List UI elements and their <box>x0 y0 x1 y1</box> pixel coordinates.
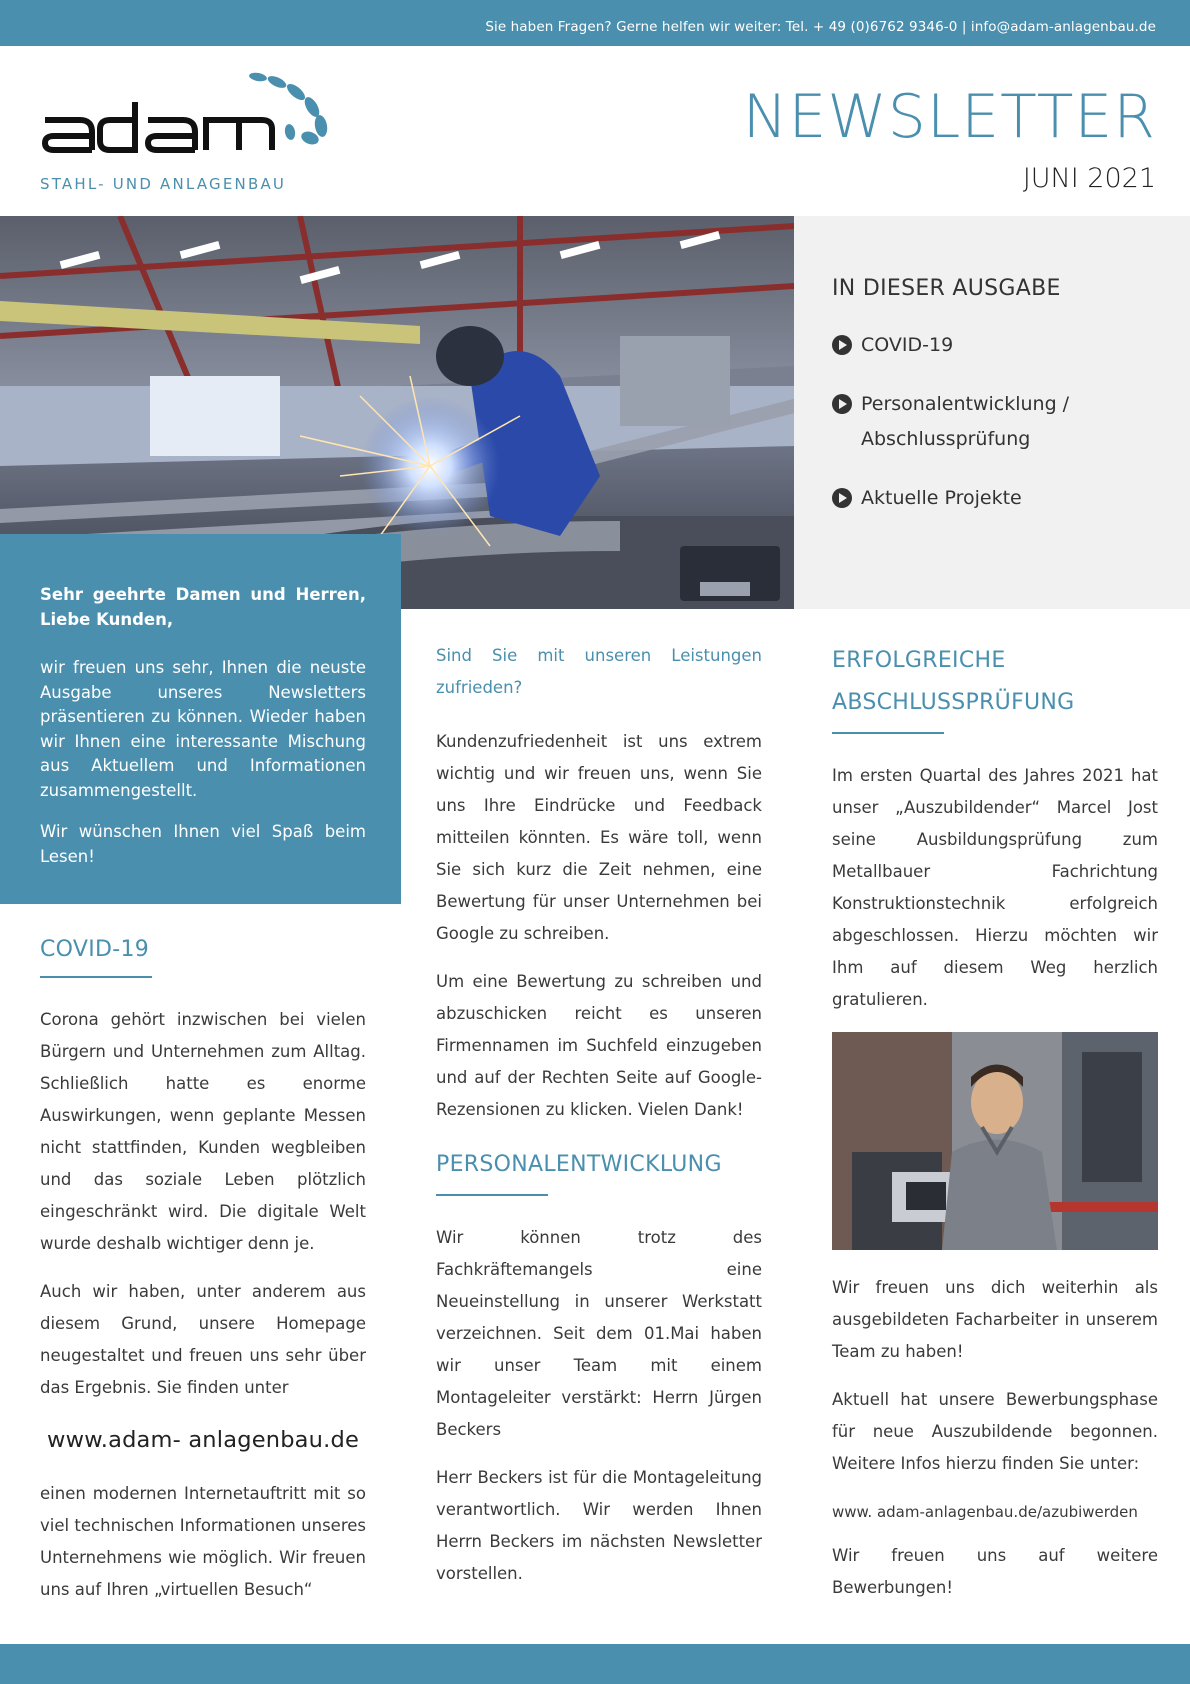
exam-heading <box>832 640 1075 734</box>
circle-arrow-right-icon <box>832 488 852 508</box>
toc-item-label: COVID-19 <box>861 334 954 356</box>
feedback-paragraph: Um eine Bewertung zu schreiben und abzuschicken reicht es unseren Firmennamen im Suchfeld einzugeben und auf der Rechten Seite auf Google-Rezensionen zu klicken. Vielen Dank! <box>436 972 762 1119</box>
intro-greeting: Sehr geehrte Damen und Herren, Liebe Kunden, <box>40 585 366 629</box>
exam-paragraph: Wir freuen uns auf weitere Bewerbungen! <box>832 1546 1158 1597</box>
website-link[interactable]: www.adam- anlagenbau.de <box>46 1427 360 1453</box>
logo-tagline: STAHL- UND ANLAGENBAU <box>40 175 287 193</box>
exam-paragraph: Im ersten Quartal des Jahres 2021 hat unser „Auszubildender“ Marcel Jost seine Ausbildungsprüfung zum Metallbauer Fachrichtung Konstruktionstechnik erfolgreich abgeschlossen. Hierzu möchten wir Ihm auf diesem Weg herzlich gratulieren. <box>832 766 1158 1009</box>
exam-paragraph: Aktuell hat unsere Bewerbungsphase für neue Auszubildende begonnen. Weitere Infos hierzu finden Sie unter: <box>832 1390 1158 1473</box>
intro-paragraph: Wir wünschen Ihnen viel Spaß beim Lesen! <box>40 822 366 866</box>
circle-arrow-right-icon <box>832 394 852 414</box>
covid-heading: COVID-19 <box>40 932 149 978</box>
exam-heading-line1: ERFOLGREICHE <box>832 648 1006 673</box>
toc-panel <box>794 216 1190 609</box>
toc-title: IN DIESER AUSGABE <box>832 276 1061 301</box>
exam-section <box>832 640 1158 1620</box>
contact-info[interactable]: Sie haben Fragen? Gerne helfen wir weiter: Tel. + 49 (0)6762 9346-0 | info@adam-anlagenbau.de <box>485 19 1156 35</box>
feedback-question: Sind Sie mit unseren Leistungen zufrieden? <box>436 646 762 697</box>
personal-paragraph: Herr Beckers ist für die Montageleitung verantwortlich. Wir werden Ihnen Herrn Beckers im nächsten Newsletter vorstellen. <box>436 1468 762 1583</box>
logo-mark <box>40 70 360 180</box>
toc-item-label <box>861 387 1069 457</box>
covid-paragraph: einen modernen Internetauftritt mit so viel technischen Informationen unseres Unternehmens wie möglich. Wir freuen uns auf Ihren „virtuellen Besuch“ <box>40 1484 366 1599</box>
toc-item-projects[interactable] <box>832 481 1022 516</box>
azubi-link[interactable]: www. adam-anlagenbau.de/azubiwerden <box>832 1503 1138 1521</box>
apprentice-photo <box>832 1032 1158 1250</box>
feedback-paragraph: Kundenzufriedenheit ist uns extrem wichtig und wir freuen uns, wenn Sie uns Ihre Eindrücke und Feedback mitteilen könnten. Es wäre toll, wenn Sie sich kurz die Zeit nehmen, eine Bewertung für unser Unternehmen bei Google zu schreiben. <box>436 732 762 943</box>
exam-paragraph: Wir freuen uns dich weiterhin als ausgebildeten Facharbeiter in unserem Team zu haben! <box>832 1278 1158 1361</box>
covid-paragraph: Auch wir haben, unter anderem aus diesem Grund, unsere Homepage neugestaltet und freuen uns sehr über das Ergebnis. Sie finden unter <box>40 1282 366 1397</box>
newsletter-title: NEWSLETTER <box>742 82 1156 152</box>
circle-arrow-right-icon <box>832 335 852 355</box>
intro-box <box>0 534 401 904</box>
covid-paragraph: Corona gehört inzwischen bei vielen Bürgern und Unternehmen zum Alltag. Schließlich hatte es enorme Auswirkungen, wenn geplante Messen nicht stattfinden, Kunden wegbleiben und das soziale Leben plötzlich eingeschränkt wird. Die digitale Welt wurde deshalb wichtiger denn je. <box>40 1010 366 1253</box>
personal-heading: PERSONALENTWICKLUNG <box>436 1144 722 1196</box>
toc-item-line1: Personalentwicklung / <box>861 393 1070 415</box>
personal-paragraph: Wir können trotz des Fachkräftemangels eine Neueinstellung in unserer Werkstatt verzeichnen. Seit dem 01.Mai haben wir unser Team mit einem Montageleiter verstärkt: Herrn Jürgen Beckers <box>436 1228 762 1439</box>
feedback-section <box>436 640 762 1606</box>
toc-item-label: Aktuelle Projekte <box>861 487 1022 509</box>
toc-item-line2: Abschlussprüfung <box>861 428 1031 450</box>
covid-section <box>40 932 366 1622</box>
toc-item-personal[interactable] <box>832 387 1069 457</box>
top-contact-bar <box>0 0 1190 46</box>
footer-bar <box>0 1644 1190 1684</box>
toc-item-covid[interactable] <box>832 328 953 363</box>
newsletter-date: JUNI 2021 <box>1022 163 1156 194</box>
intro-paragraph: wir freuen uns sehr, Ihnen die neuste Ausgabe unseres Newsletters präsentieren zu können. Wieder haben wir Ihnen eine interessante Mischung aus Aktuellem und Informationen zusammengestellt. <box>40 658 366 800</box>
exam-heading-line2: ABSCHLUSSPRÜFUNG <box>832 690 1075 715</box>
